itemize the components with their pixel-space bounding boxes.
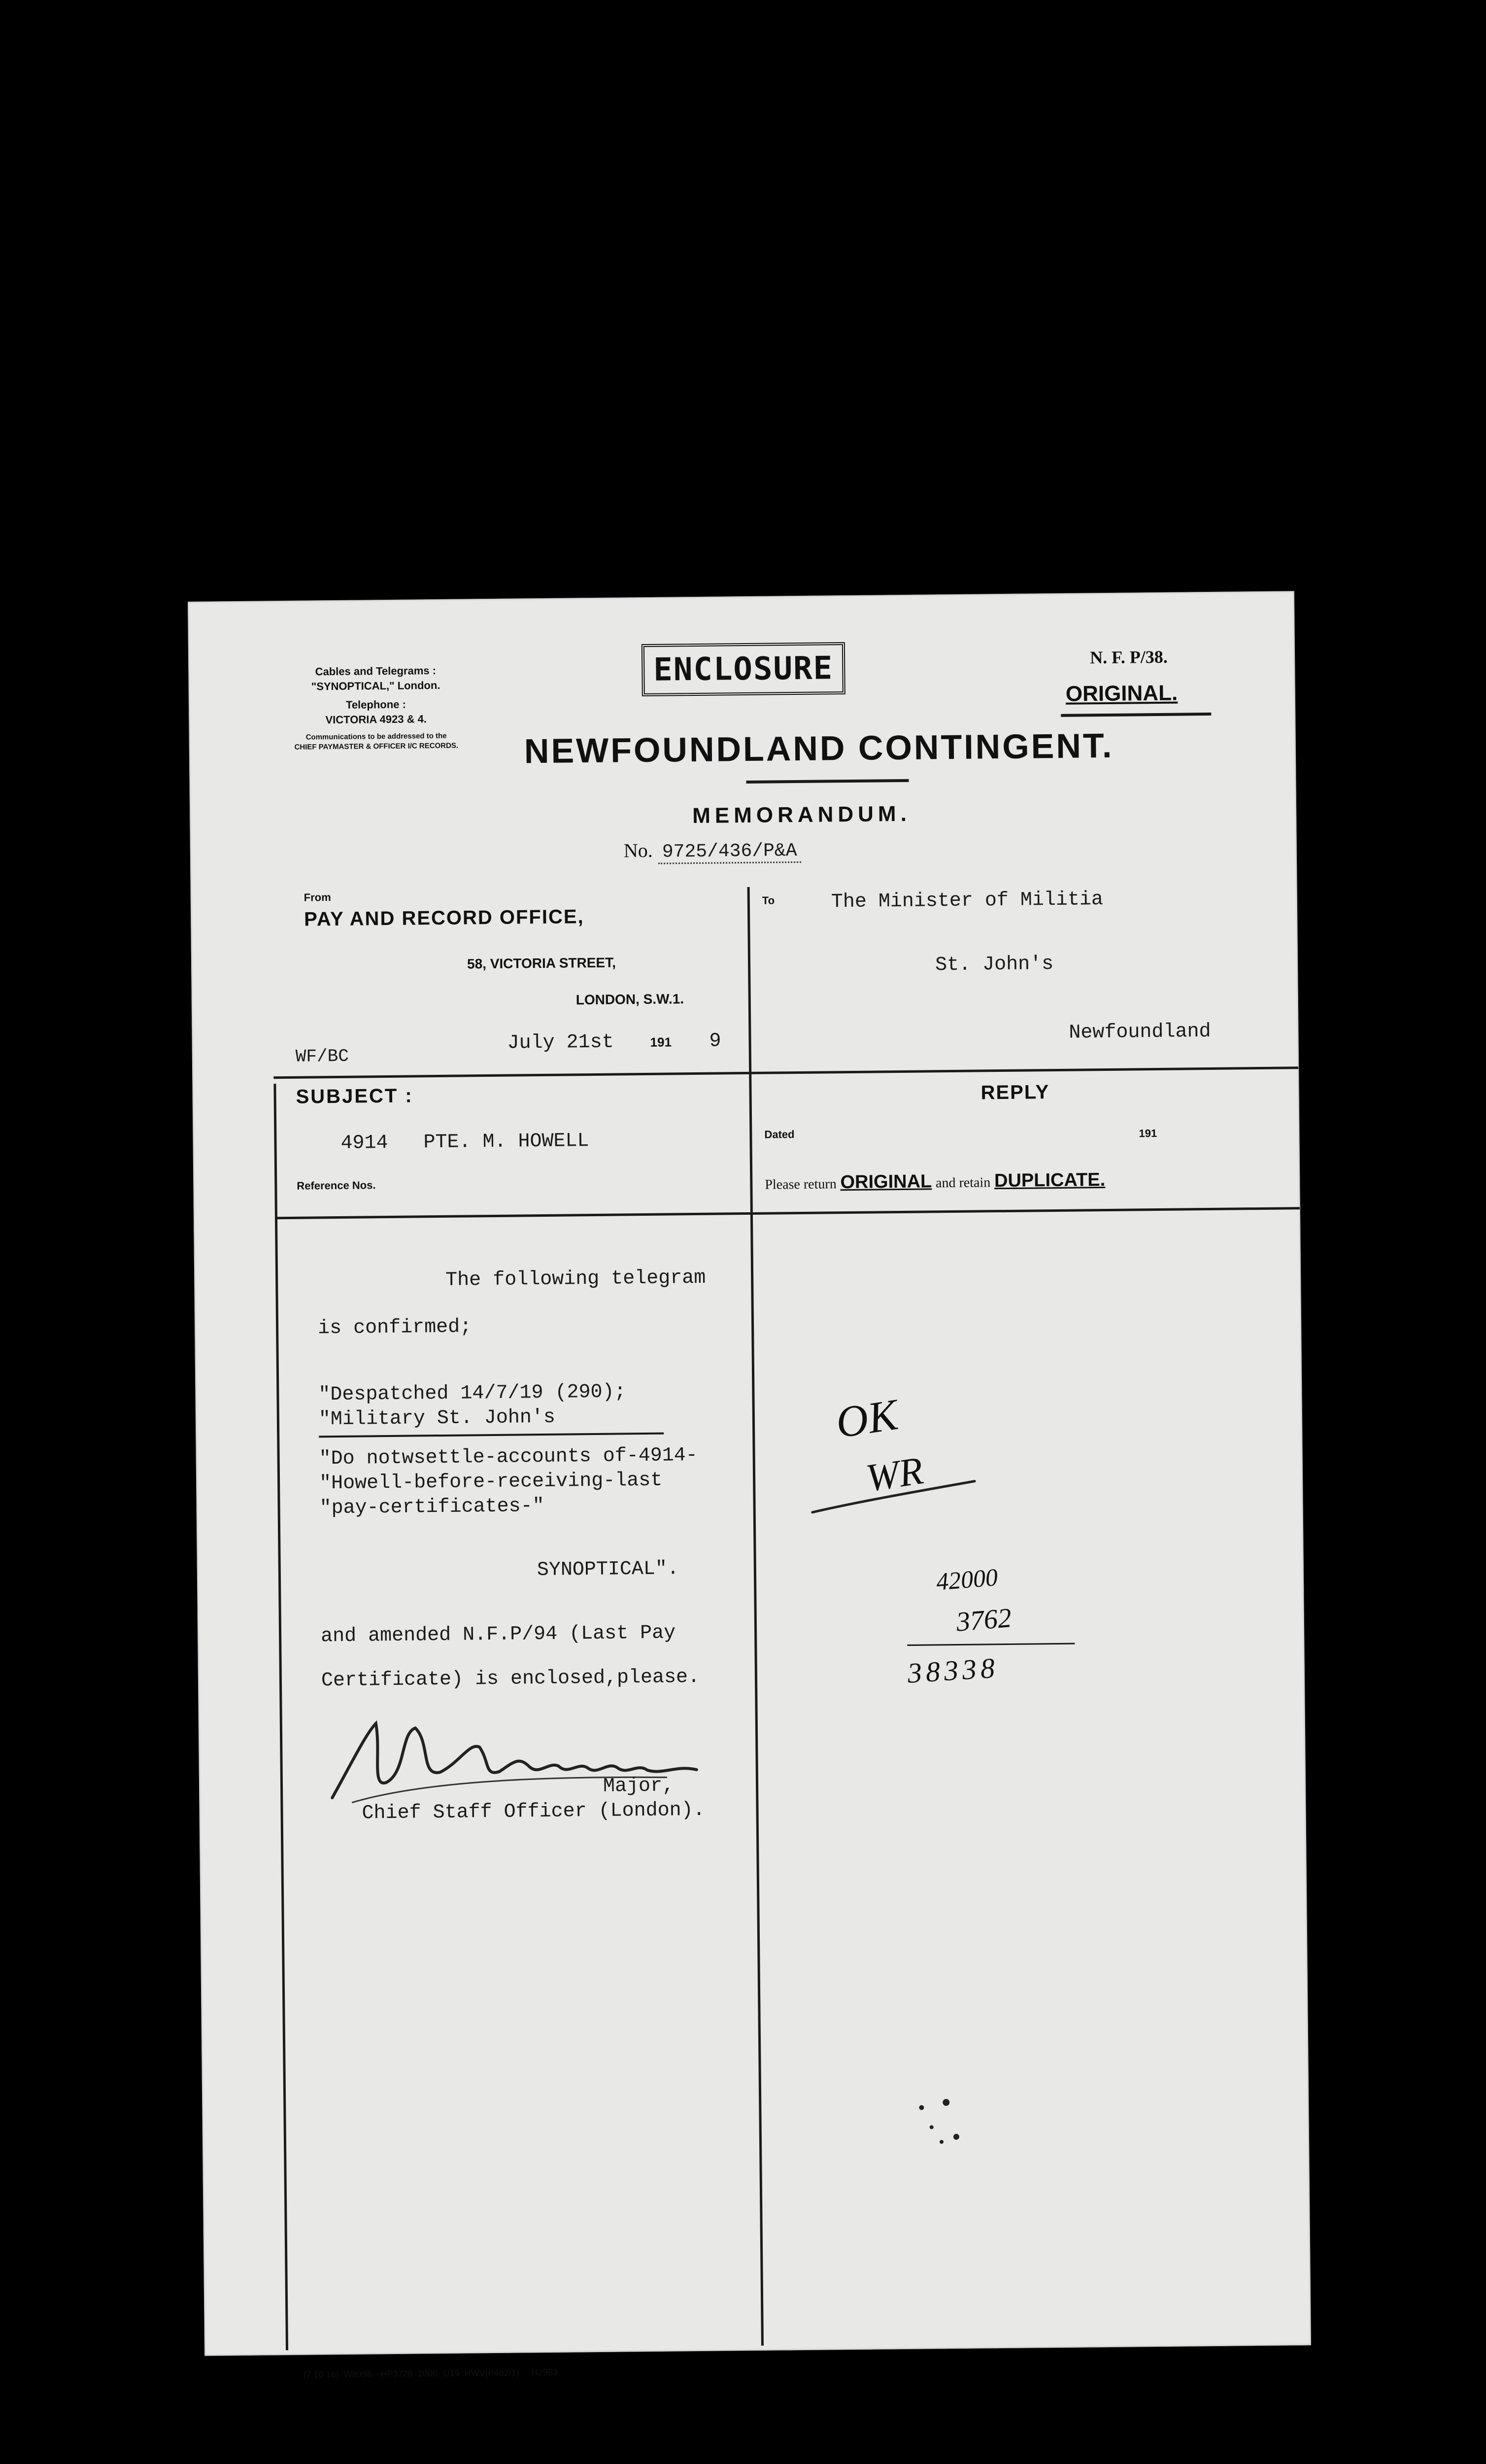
dated-label: Dated [764,1128,795,1141]
left-border [273,1084,288,2350]
subject-label: SUBJECT : [296,1085,413,1108]
body-line7: "pay-certificates-" [319,1495,544,1520]
body-line5: "Do notwsettle-accounts of-4914- [319,1444,698,1471]
clerk-initials: WF/BC [295,1046,349,1067]
comm-line2: CHIEF PAYMASTER & OFFICER I/C RECORDS. [294,741,459,752]
to-line2: St. John's [935,953,1054,977]
reference-label: Reference Nos. [297,1179,376,1192]
handwritten-ok: OK [833,1390,901,1448]
return-original: ORIGINAL [840,1171,932,1193]
subject-value: 4914 PTE. M. HOWELL [340,1130,589,1155]
to-line3: Newfoundland [1069,1020,1211,1044]
year-prefix: 191 [650,1034,672,1050]
subject-top-rule [273,1066,1298,1079]
body-underline [319,1433,664,1438]
body-line1: The following telegram [445,1266,706,1292]
original-underline [1061,713,1211,717]
handwritten-stroke [807,1472,980,1517]
memorandum-sheet [188,591,1311,2380]
reply-year-prefix: 191 [1139,1127,1157,1140]
return-text2: and retain [935,1175,991,1191]
cable-value: "SYNOPTICAL," London. [311,679,440,693]
ink-specks [912,2092,971,2152]
title-rule [746,779,909,784]
from-label: From [304,891,331,904]
telephone-value: VICTORIA 4923 & 4. [325,713,427,726]
year-suffix: 9 [709,1030,721,1053]
return-instructions [765,1169,1105,1194]
cable-label: Cables and Telegrams : [315,664,437,678]
body-line8: SYNOPTICAL". [537,1558,679,1582]
from-city: LONDON, S.W.1. [575,991,684,1008]
to-label: To [762,894,775,907]
body-line6: "Howell-before-receiving-last [319,1469,663,1495]
body-line2: is confirmed; [317,1316,472,1340]
cable-address-block [272,663,480,753]
handwritten-initials: WR [863,1449,926,1501]
subject-bottom-rule [275,1207,1300,1219]
memo-number: 9725/436/P&A [658,840,801,864]
body-line4: "Military St. John's [318,1406,556,1431]
return-text1: Please return [765,1176,837,1193]
memorandum-label: MEMORANDUM. [692,801,912,828]
contingent-title: NEWFOUNDLAND CONTINGENT. [524,726,1114,771]
signature-rank: Major, [603,1775,675,1798]
signature-title: Chief Staff Officer (London). [362,1799,705,1825]
memo-number-prefix: No. [623,839,653,862]
memo-number-line [624,837,801,863]
from-date: July 21st [507,1031,614,1055]
from-street: 58, VICTORIA STREET, [467,955,616,972]
enclosure-stamp: ENCLOSURE [642,642,845,696]
form-number: N. F. P/38. [1089,647,1168,668]
handwritten-n1: 42000 [935,1563,999,1596]
handwritten-n2: 3762 [955,1603,1013,1638]
column-divider [747,887,764,2346]
from-office: PAY AND RECORD OFFICE, [304,906,584,930]
original-label: ORIGINAL. [1065,681,1178,706]
printer-footer: (7 10 16) W8998—HP3728 1000 1/19 HWV(P482/1) H2963 [303,2367,558,2380]
body-line3: "Despatched 14/7/19 (290); [318,1381,626,1406]
reply-label: REPLY [980,1081,1050,1104]
handwritten-n3: 38338 [907,1651,1000,1689]
body-line10: Certificate) is enclosed,please. [321,1666,700,1692]
to-line1: The Minister of Militia [831,889,1104,914]
comm-line1: Communications to be addressed to the [305,731,447,742]
telephone-label: Telephone : [345,698,406,711]
body-line9: and amended N.F.P/94 (Last Pay [320,1622,676,1648]
return-duplicate: DUPLICATE. [994,1169,1106,1192]
sum-rule [907,1643,1075,1646]
